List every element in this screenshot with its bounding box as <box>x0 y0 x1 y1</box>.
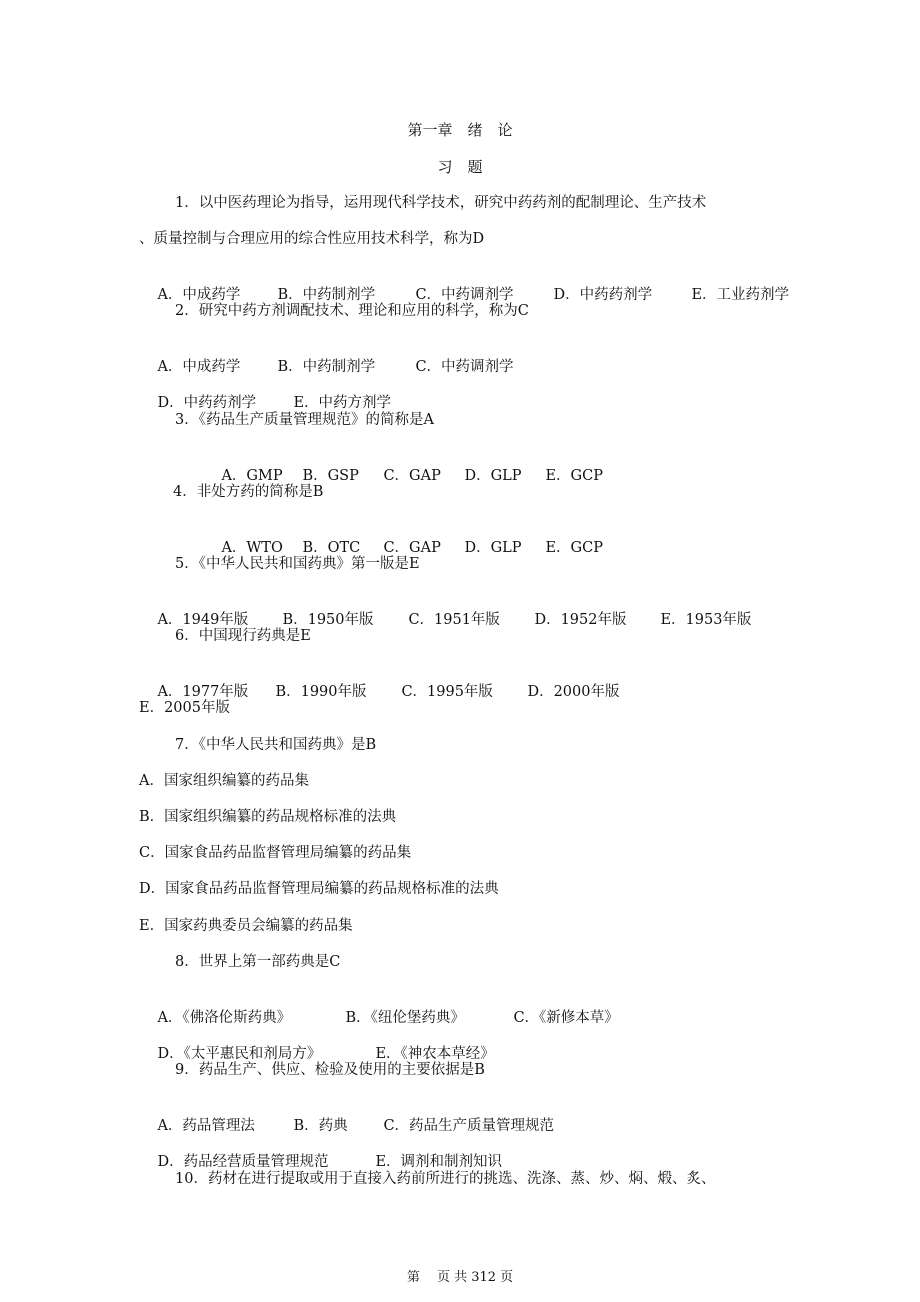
question-text: 3．《药品生产质量管理规范》的简称是A <box>175 412 434 428</box>
option: B．1990年版 <box>275 684 367 700</box>
option: D．中药药剂学 <box>553 287 653 303</box>
option: C．中药调剂学 <box>415 287 514 303</box>
option: A．《佛洛伦斯药典》 <box>157 1010 292 1026</box>
question-text: 、质量控制与合理应用的综合性应用技术科学，称为D <box>139 231 485 247</box>
option: A．GMP <box>221 468 283 484</box>
option: A．药品管理法 <box>157 1118 255 1134</box>
question-text: 4．非处方药的简称是B <box>173 484 324 500</box>
option: E．GCP <box>545 468 603 484</box>
option: C．中药调剂学 <box>415 359 514 375</box>
question-text: 1．以中医药理论为指导，运用现代科学技术，研究中药药剂的配制理论、生产技术 <box>175 195 707 211</box>
option: D．GLP <box>464 468 522 484</box>
option: B．中药制剂学 <box>277 359 376 375</box>
option: C．1995年版 <box>401 684 493 700</box>
option: E．《神农本草经》 <box>375 1046 495 1062</box>
option: E．调剂和制剂知识 <box>375 1154 503 1170</box>
section-title: 习 题 <box>437 158 483 176</box>
option: B．《纽伦堡药典》 <box>345 1010 465 1026</box>
option: D．GLP <box>464 540 522 556</box>
option: B．1950年版 <box>282 612 374 628</box>
page-footer: 第 页 共 312 页 <box>406 1270 514 1285</box>
option: D．《太平惠民和剂局方》 <box>157 1046 322 1062</box>
option: E．2005年版 <box>139 700 230 716</box>
option: C．1951年版 <box>408 612 500 628</box>
question-text: 2．研究中药方剂调配技术、理论和应用的科学，称为C <box>175 303 529 319</box>
option: A．1977年版 <box>157 684 249 700</box>
option: D．1952年版 <box>534 612 627 628</box>
option: A．中成药学 <box>157 359 241 375</box>
question-text: 7．《中华人民共和国药典》是B <box>175 737 377 753</box>
question-text: 8．世界上第一部药典是C <box>175 954 341 970</box>
question-text: 6．中国现行药典是E <box>175 628 311 644</box>
option: E．工业药剂学 <box>691 287 790 303</box>
option: A．国家组织编纂的药品集 <box>139 773 309 789</box>
option: D．药品经营质量管理规范 <box>157 1154 329 1170</box>
question-text: 9．药品生产、供应、检验及使用的主要依据是B <box>175 1062 485 1078</box>
option: B．药典 <box>293 1118 348 1134</box>
option: A．中成药学 <box>157 287 241 303</box>
option: E．GCP <box>545 540 603 556</box>
option: B．国家组织编纂的药品规格标准的法典 <box>139 809 397 825</box>
question-text: 5．《中华人民共和国药典》第一版是E <box>175 556 420 572</box>
option: B．OTC <box>302 540 361 556</box>
option: B．GSP <box>302 468 359 484</box>
option: A．WTO <box>221 540 283 556</box>
option: E．中药方剂学 <box>293 395 392 411</box>
option: D．中药药剂学 <box>157 395 257 411</box>
option: C．《新修本草》 <box>513 1010 619 1026</box>
option: E．国家药典委员会编纂的药品集 <box>139 918 353 934</box>
option: C．国家食品药品监督管理局编纂的药品集 <box>139 845 412 861</box>
option: D．国家食品药品监督管理局编纂的药品规格标准的法典 <box>139 881 499 897</box>
option: A．1949年版 <box>157 612 249 628</box>
option: C．GAP <box>383 468 441 484</box>
option: B．中药制剂学 <box>277 287 376 303</box>
option: C．GAP <box>383 540 441 556</box>
chapter-title: 第一章 绪 论 <box>407 121 513 139</box>
question-text: 10．药材在进行提取或用于直接入药前所进行的挑选、洗涤、蒸、炒、焖、煅、炙、 <box>175 1171 716 1187</box>
option: D．2000年版 <box>527 684 620 700</box>
option: C．药品生产质量管理规范 <box>383 1118 555 1134</box>
option: E．1953年版 <box>660 612 752 628</box>
